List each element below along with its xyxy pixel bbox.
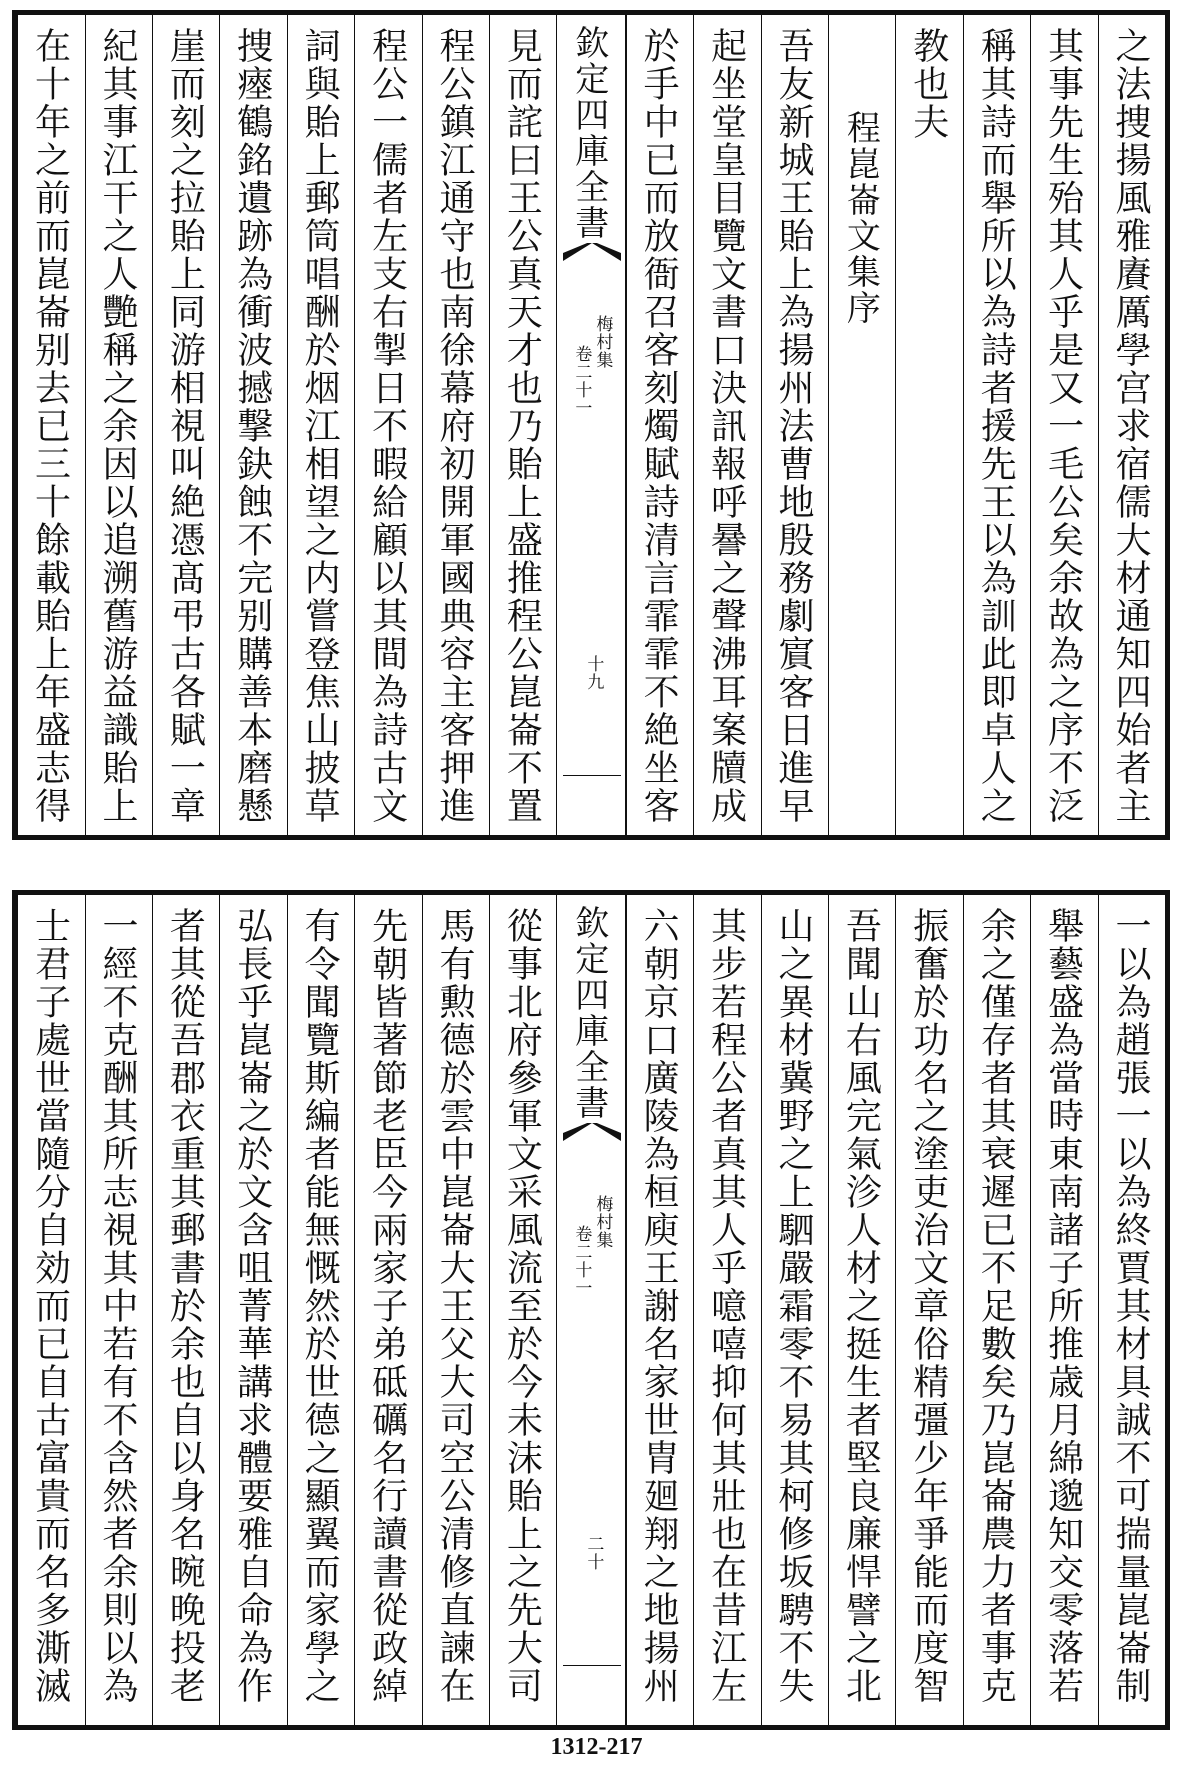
text-column: 程公鎮江通守也南徐幕府初開軍國典容主客押進	[422, 15, 489, 835]
essay-title: 程崑崙文集序	[828, 15, 895, 835]
text-column: 有令聞覽斯編者能無慨然於世德之顯翼而家學之	[287, 895, 354, 1725]
text-column: 六朝京口廣陵為桓庾王謝名家世胄廻翔之地揚州	[626, 895, 693, 1725]
lower-page-panel	[12, 890, 1170, 1730]
text-column: 一以為趙張一以為終賈其材具誠不可揣量崑崙制	[1098, 895, 1165, 1725]
text-column: 從事北府參軍文采風流至於今未沫貽上之先大司	[489, 895, 556, 1725]
text-column: 稱其詩而舉所以為詩者援先王以為訓此即卓人之	[963, 15, 1030, 835]
book-name: 梅村集	[592, 1195, 613, 1249]
volume-number: 卷二十一	[571, 345, 592, 417]
text-column: 先朝皆著節老臣今兩家子弟砥礪名行讀書從政綽	[354, 895, 421, 1725]
text-column: 捜瘞鶴銘遺跡為衝波撼撃鈌蝕不完别購善本磨懸	[219, 15, 286, 835]
text-column: 馬有勲德於雲中崑崙大王父大司空公清修直諫在	[422, 895, 489, 1725]
text-column: 一經不克酬其所志視其中若有不含然者余則以為	[85, 895, 152, 1725]
text-column: 吾友新城王貽上為揚州法曹地殷務劇賔客日進早	[761, 15, 828, 835]
folio-number: 十九	[583, 655, 604, 691]
text-column: 於手中已而放衙召客刻燭賦詩清言霏霏不絶坐客	[626, 15, 693, 835]
text-column: 者其從吾郡衣重其郵書於余也自以身名晼晚投老	[152, 895, 219, 1725]
text-column: 紀其事江干之人艷稱之余因以追溯舊游益識貽上	[85, 15, 152, 835]
fish-tail-bottom-mark-icon	[563, 1665, 621, 1683]
upper-page-panel	[12, 10, 1170, 840]
center-margin-column	[556, 15, 625, 835]
fish-tail-mark-icon	[563, 243, 621, 261]
text-column: 弘長乎崑崙之於文含咀菁華講求體要雅自命為作	[219, 895, 286, 1725]
text-column: 在十年之前而崑崙别去已三十餘載貽上年盛志得	[17, 15, 84, 835]
center-margin-column	[556, 895, 625, 1725]
text-column: 振奮於功名之塗吏治文章俗精彊少年爭能而度智	[895, 895, 962, 1725]
text-column: 山之異材冀野之上駟嚴霜零不易其柯修坂騁不失	[761, 895, 828, 1725]
book-name: 梅村集	[592, 315, 613, 369]
text-column: 見而詫曰王公真天才也乃貽上盛推程公崑崙不置	[489, 15, 556, 835]
text-column: 舉藝盛為當時東南諸子所推歳月綿邈知交零落若	[1030, 895, 1097, 1725]
text-column: 崖而刻之拉貽上同游相視叫絶憑髙弔古各賦一章	[152, 15, 219, 835]
folio-number: 二十	[583, 1535, 604, 1571]
text-column: 之法捜揚風雅賡厲學宫求宿儒大材通知四始者主	[1098, 15, 1165, 835]
collection-title: 欽定四庫全書	[568, 25, 609, 241]
text-column: 余之僅存者其衰遲已不足數矣乃崑崙農力者事克	[963, 895, 1030, 1725]
fish-tail-bottom-mark-icon	[563, 775, 621, 793]
text-column: 詞與貽上郵筒唱酬於烟江相望之内嘗登焦山披草	[287, 15, 354, 835]
text-column: 吾聞山右風完氣沴人材之挺生者堅良廉悍譬之北	[828, 895, 895, 1725]
collection-title: 欽定四庫全書	[568, 905, 609, 1121]
text-column: 教也夫	[895, 15, 962, 835]
volume-number: 卷二十一	[571, 1225, 592, 1297]
text-column: 士君子處世當隨分自効而已自古富貴而名多澌滅	[17, 895, 84, 1725]
text-column: 其事先生殆其人乎是又一毛公矣余故為之序不泛	[1030, 15, 1097, 835]
text-column: 其步若程公者真其人乎噫嘻抑何其壯也在昔江左	[693, 895, 760, 1725]
text-column: 程公一儒者左支右掣日不暇給顧以其間為詩古文	[354, 15, 421, 835]
text-column: 起坐堂皇目覽文書口決訊報呼謈之聲沸耳案牘成	[693, 15, 760, 835]
fish-tail-mark-icon	[563, 1123, 621, 1141]
page-code: 1312-217	[550, 1734, 643, 1760]
